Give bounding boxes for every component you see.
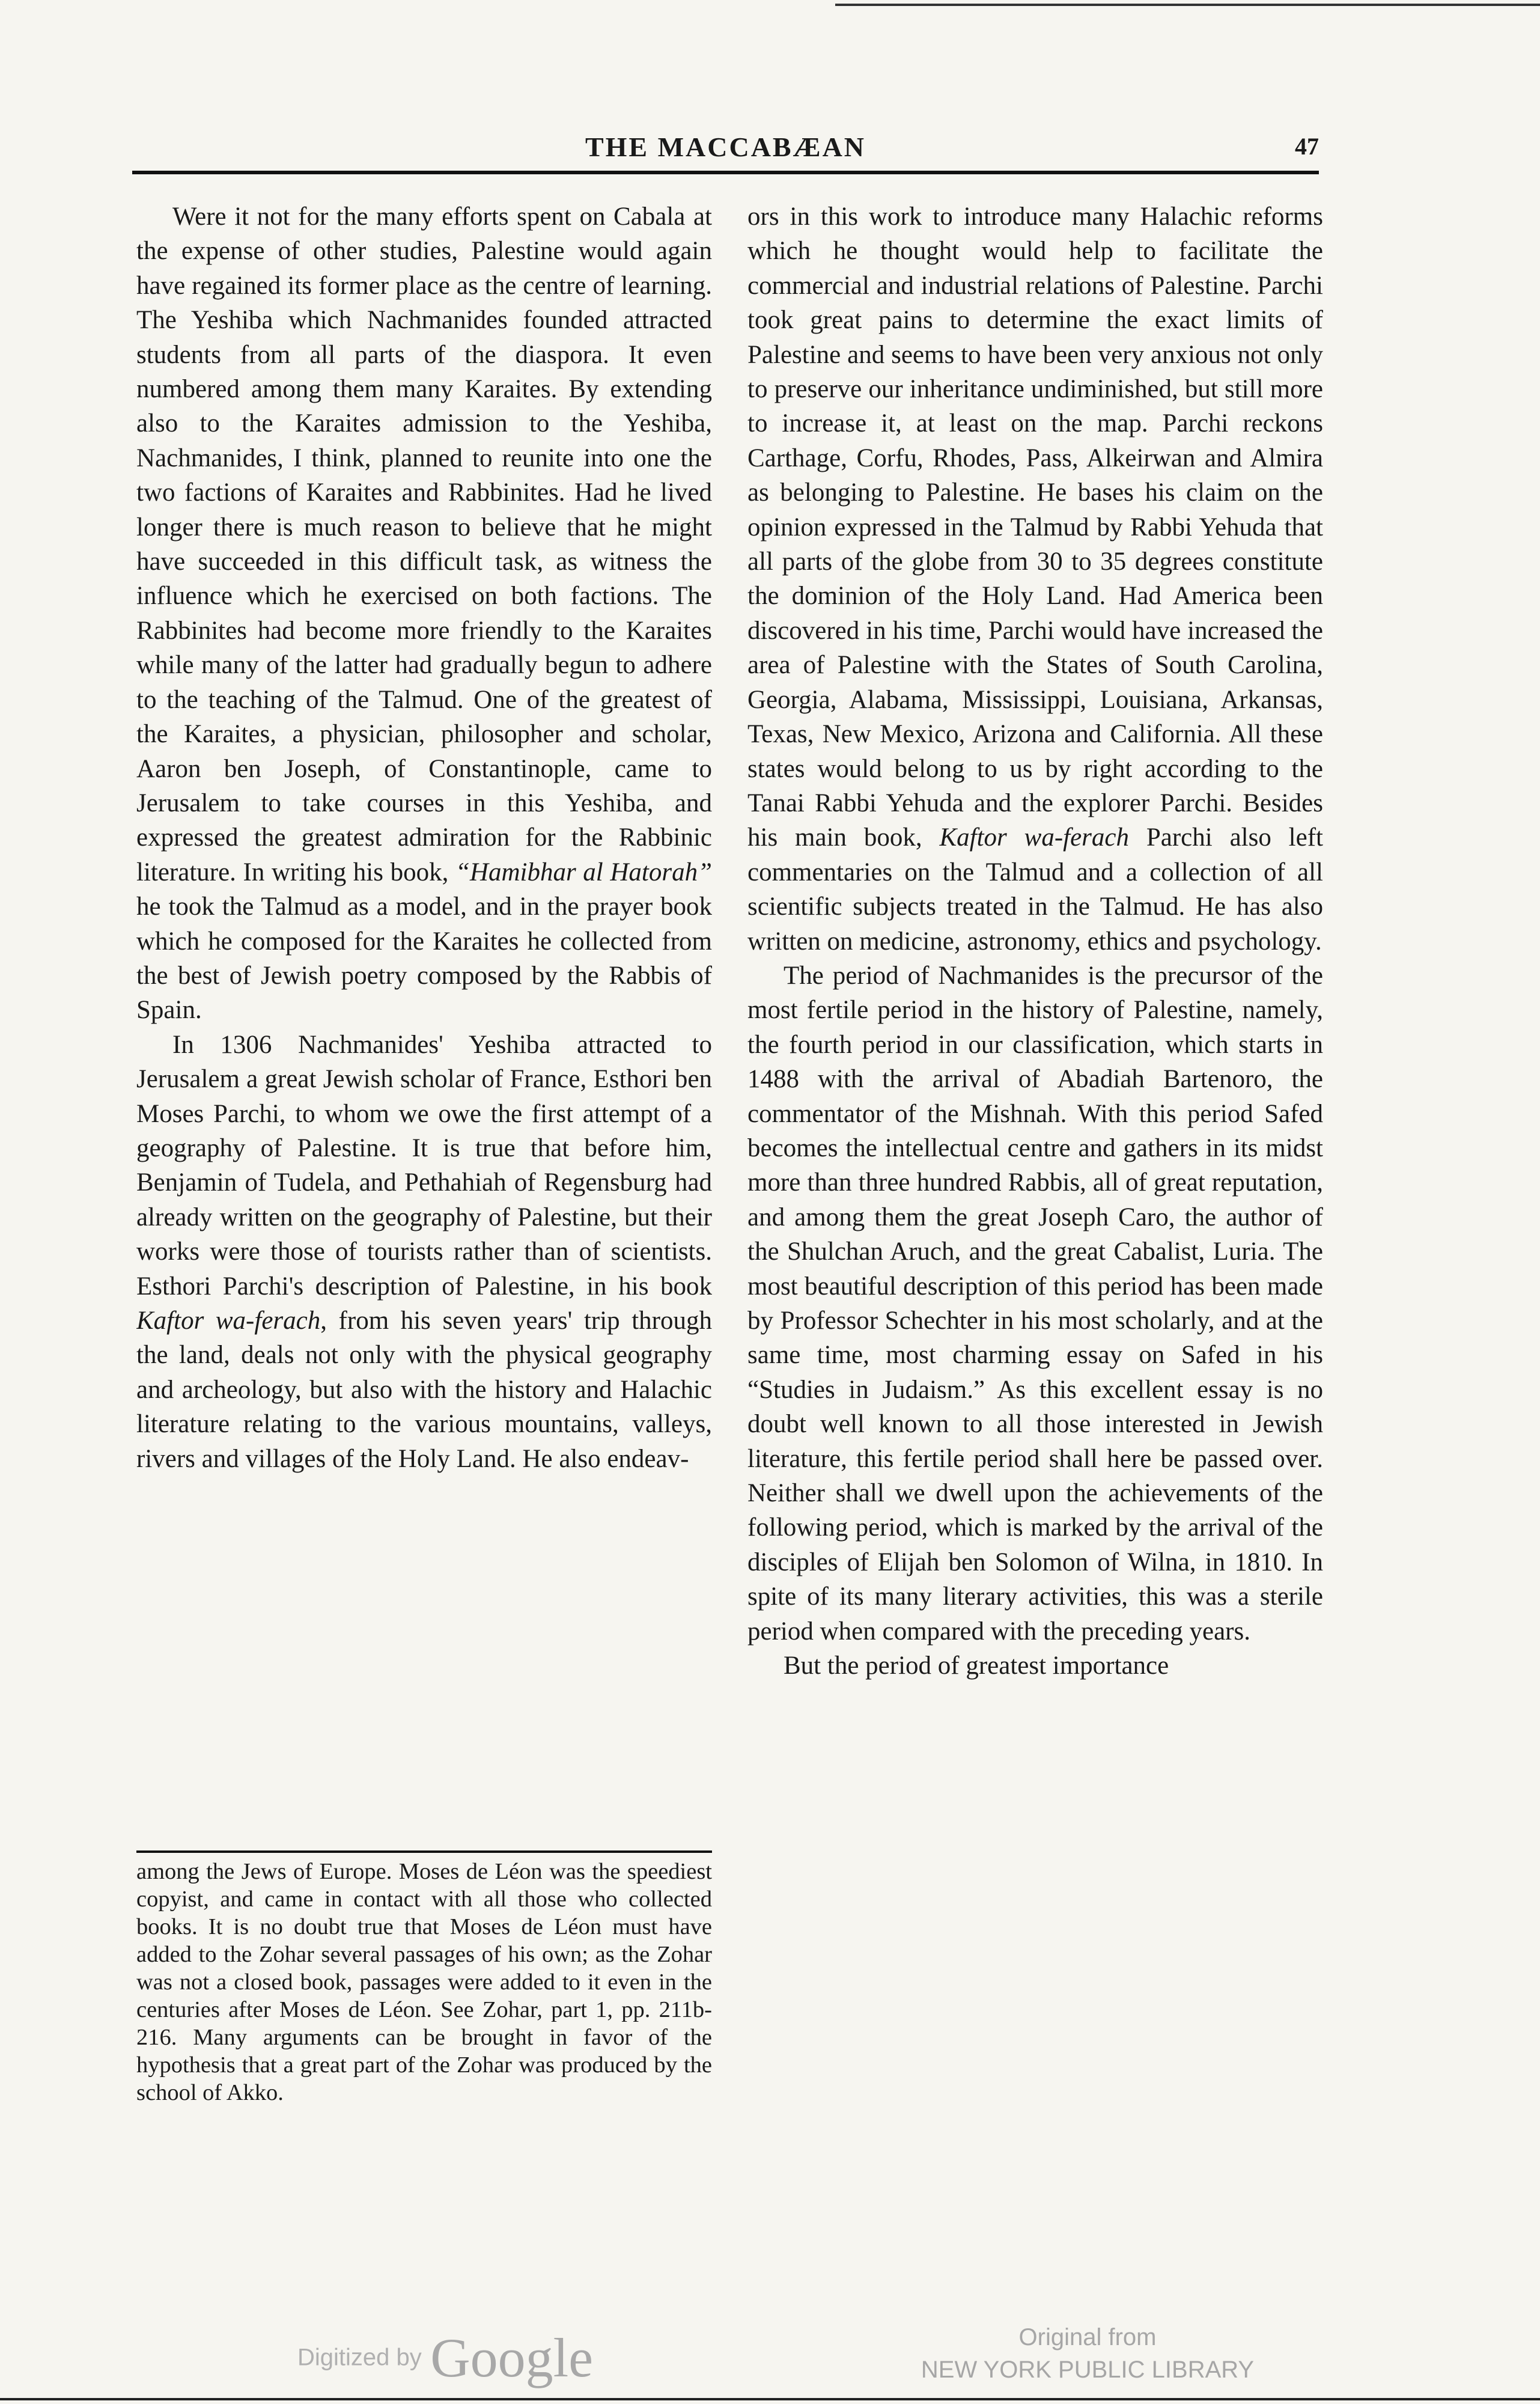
paragraph: The period of Nachmanides is the precursor of the most fertile period in the history of Palestine, namely, the fourth period in our classification, which starts in 1488 with the arrival of Abadiah Bartenoro, the commentator of the Mishnah. With this period Safed becomes the intellectual centre and gathers in its midst more than three hundred Rabbis, all of great reputation, and among them the great Joseph Caro, the author of the Shulchan Aruch, and the great Cabalist, Luria. The most beautiful description of this period has been made by Professor Schechter in his most scholarly, and at the same time, most charming essay on Safed in his “Studies in Judaism.” As this excellent essay is no doubt well known to all those interested in Jewish literature, this fertile period shall here be passed over. Neither shall we dwell upon the achievements of the following period, which is marked by the arrival of the disciples of Elijah ben Solomon of Wilna, in 1810. In spite of its many literary activities, this was a sterile period when compared with the preceding years. xyxy=(747,961,1323,1646)
paragraph-text: , from his seven years' trip through the land, deals not only with the physical geography and archeology, but also with the history and Halachic literature relating to the various mountains, valleys, rivers and villages of the Holy Land. He also endeav- xyxy=(136,1307,712,1473)
paragraph-text: Parchi also left commentaries on the Talmud and a collection of all scientific subjects treated in the Talmud. He has also written on medicine, astronomy, ethics and psychology. xyxy=(747,823,1323,956)
footnote-rule xyxy=(136,1850,712,1853)
library-name: NEW YORK PUBLIC LIBRARY xyxy=(921,2357,1255,2383)
bottom-edge-rule xyxy=(0,2398,1540,2400)
original-from-watermark xyxy=(898,2321,1277,2386)
paragraph: But the period of greatest importance xyxy=(784,1652,1169,1680)
left-column xyxy=(136,200,712,2107)
book-title-italic: Kaftor wa-ferach xyxy=(939,823,1129,852)
paragraph-text: he took the Talmud as a model, and in the prayer book which he composed for the Karaites he collected from the best of Jewish poetry composed by the Rabbis of Spain. xyxy=(136,892,712,1025)
paragraph xyxy=(136,1028,712,1476)
paragraph-text: ors in this work to introduce many Halachic reforms which he thought would help to facilitate the commercial and industrial relations of Palestine. Parchi took great pains to determine the exact limits of Palestine and seems to have been very anxious not only to preserve our inheritance undiminished, but still more to increase it, at least on the map. Parchi reckons Carthage, Corfu, Rhodes, Pass, Alkeirwan and Almira as belonging to Palestine. He bases his claim on the opinion expressed in the Talmud by Rabbi Yehuda that all parts of the globe from 30 to 35 degrees constitute the dominion of the Holy Land. Had America been discovered in his time, Parchi would have increased the area of Palestine with the States of South Carolina, Georgia, Alabama, Mississippi, Louisiana, Arkansas, Texas, New Mexico, Arizona and California. All these states would belong to us by right according to the Tanai Rabbi Yehuda and the explorer Parchi. Besides his main book, xyxy=(747,203,1323,852)
running-header xyxy=(132,131,1319,173)
top-edge-rule xyxy=(835,4,1540,6)
page-number: 47 xyxy=(1295,133,1319,160)
paragraph-text: In 1306 Nachmanides' Yeshiba attracted to Jerusalem a great Jewish scholar of France, Esthori ben Moses Parchi, to whom we owe the first attempt of a geography of Palestine. It is true that before him, Benjamin of Tudela, and Pethahiah of Regensburg had already written on the geography of Palestine, but their works were those of tourists rather than of scientists. Esthori Parchi's description of Palestine, in his book xyxy=(136,1030,712,1301)
original-from-text: Original from xyxy=(1018,2324,1157,2351)
right-column xyxy=(747,200,1323,1683)
book-title-italic: “Hamibhar al Hatorah” xyxy=(455,858,712,886)
paragraph xyxy=(747,200,1323,959)
google-logo: Google xyxy=(430,2327,594,2388)
paragraph-text: Were it not for the many efforts spent on Cabala at the expense of other studies, Palestine would again have regained its former place as the centre of learning. The Yeshiba which Nachmanides founded attracted students from all parts of the diaspora. It even numbered among them many Karaites. By extending also to the Karaites admission to the Yeshiba, Nachmanides, I think, planned to reunite into one the two factions of Karaites and Rabbinites. Had he lived longer there is much reason to believe that he might have succeeded in this difficult task, as witness the influence which he exercised on both factions. The Rabbinites had become more friendly to the Karaites while many of the latter had gradually begun to adhere to the teaching of the Talmud. One of the greatest of the Karaites, a physician, philosopher and scholar, Aaron ben Joseph, of Constantinople, came to Jerusalem to take courses in this Yeshiba, and expressed the greatest admiration for the Rabbinic literature. In writing his book, xyxy=(136,203,712,886)
book-title-italic: Kaftor wa-ferach xyxy=(136,1307,321,1335)
header-rule xyxy=(132,171,1319,174)
margin-bleed-through xyxy=(0,168,23,1611)
digitized-by-text: Digitized by xyxy=(297,2344,422,2371)
footnote: among the Jews of Europe. Moses de Léon was the speediest copyist, and came in contact with all those who collected books. It is no doubt true that Moses de Léon must have added to the Zohar several passages of his own; as the Zohar was not a closed book, passages were added to it even in the centuries after Moses de Léon. See Zohar, part 1, pp. 211b-216. Many arguments can be brought in favor of the hypothesis that a great part of the Zohar was produced by the school of Akko. xyxy=(136,1859,712,2105)
left-column-body xyxy=(136,200,712,1837)
journal-title: THE MACCABÆAN xyxy=(585,132,866,162)
paragraph xyxy=(136,200,712,1028)
digitized-by-watermark xyxy=(297,2326,593,2386)
